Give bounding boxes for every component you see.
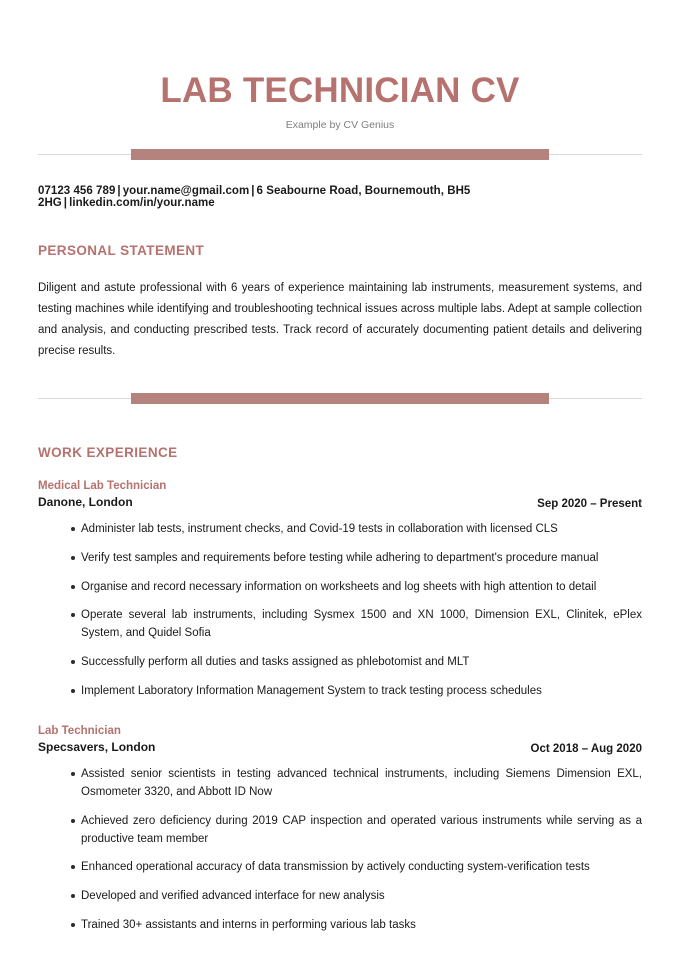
section-heading-work-experience: WORK EXPERIENCE — [38, 444, 178, 460]
list-item: Administer lab tests, instrument checks, and Covid-19 tests in collaboration with licensed CLS — [38, 521, 642, 539]
job-header — [38, 478, 642, 511]
job-bullet-list — [38, 766, 642, 935]
cv-subtitle: Example by CV Genius — [285, 118, 395, 131]
job-company: Specsavers, London — [38, 740, 156, 755]
job-dates: Oct 2018 – Aug 2020 — [530, 743, 642, 756]
list-item: Assisted senior scientists in testing advanced technical instruments, including Siemens Dimension EXL, Osmometer 3320, and Abbott ID Now — [38, 766, 642, 802]
list-item: Successfully perform all duties and tasks assigned as phlebotomist and MLT — [38, 654, 642, 672]
list-item: Operate several lab instruments, including Sysmex 1500 and XN 1000, Dimension EXL, Clinitek, ePlex System, and Quidel Sofia — [38, 607, 642, 643]
contact-phone: 07123 456 789 — [38, 184, 116, 197]
work-experience-entry — [38, 478, 642, 701]
list-item: Organise and record necessary information on worksheets and log sheets with high attention to detail — [38, 579, 642, 597]
job-header — [38, 723, 642, 756]
contact-address: 6 Seabourne Road, Bournemouth, BH5 2HG — [38, 184, 471, 209]
divider-accent-bar — [131, 149, 549, 160]
cv-header — [38, 0, 642, 131]
job-title: Lab Technician — [38, 724, 121, 737]
list-item: Enhanced operational accuracy of data transmission by actively conducting system-verification tests — [38, 859, 642, 877]
list-item: Trained 30+ assistants and interns in performing various lab tasks — [38, 917, 642, 935]
contact-separator: | — [117, 184, 121, 197]
work-experience-entry — [38, 723, 642, 935]
contact-email[interactable]: your.name@gmail.com — [122, 184, 250, 197]
section-heading-personal-statement: PERSONAL STATEMENT — [38, 242, 205, 258]
job-company: Danone, London — [38, 495, 133, 510]
job-title: Medical Lab Technician — [38, 479, 167, 492]
contact-linkedin[interactable]: linkedin.com/in/your.name — [69, 196, 215, 209]
job-bullet-list — [38, 521, 642, 701]
list-item: Verify test samples and requirements before testing while adhering to department's procedure manual — [38, 550, 642, 568]
divider-accent-bar — [131, 393, 549, 404]
section-divider — [38, 393, 642, 405]
page-title: LAB TECHNICIAN CV — [160, 71, 520, 110]
header-divider — [38, 149, 642, 161]
list-item: Achieved zero deficiency during 2019 CAP inspection and operated various instruments while serving as a productive team member — [38, 813, 642, 849]
contact-separator: | — [63, 196, 68, 209]
personal-statement-body: Diligent and astute professional with 6 years of experience maintaining lab instruments, measurement systems, and testing machines while identifying and troubleshooting technical issues across multiple labs. Adept at sample collection and analysis, and conducting prescribed tests. Track record of accurately documenting patient details and delivering precise results. — [38, 281, 642, 358]
list-item: Implement Laboratory Information Management System to track testing process schedules — [38, 683, 642, 701]
contact-separator: | — [251, 184, 255, 197]
job-dates: Sep 2020 – Present — [537, 498, 642, 511]
contact-line — [38, 185, 642, 209]
list-item: Developed and verified advanced interface for new analysis — [38, 888, 642, 906]
